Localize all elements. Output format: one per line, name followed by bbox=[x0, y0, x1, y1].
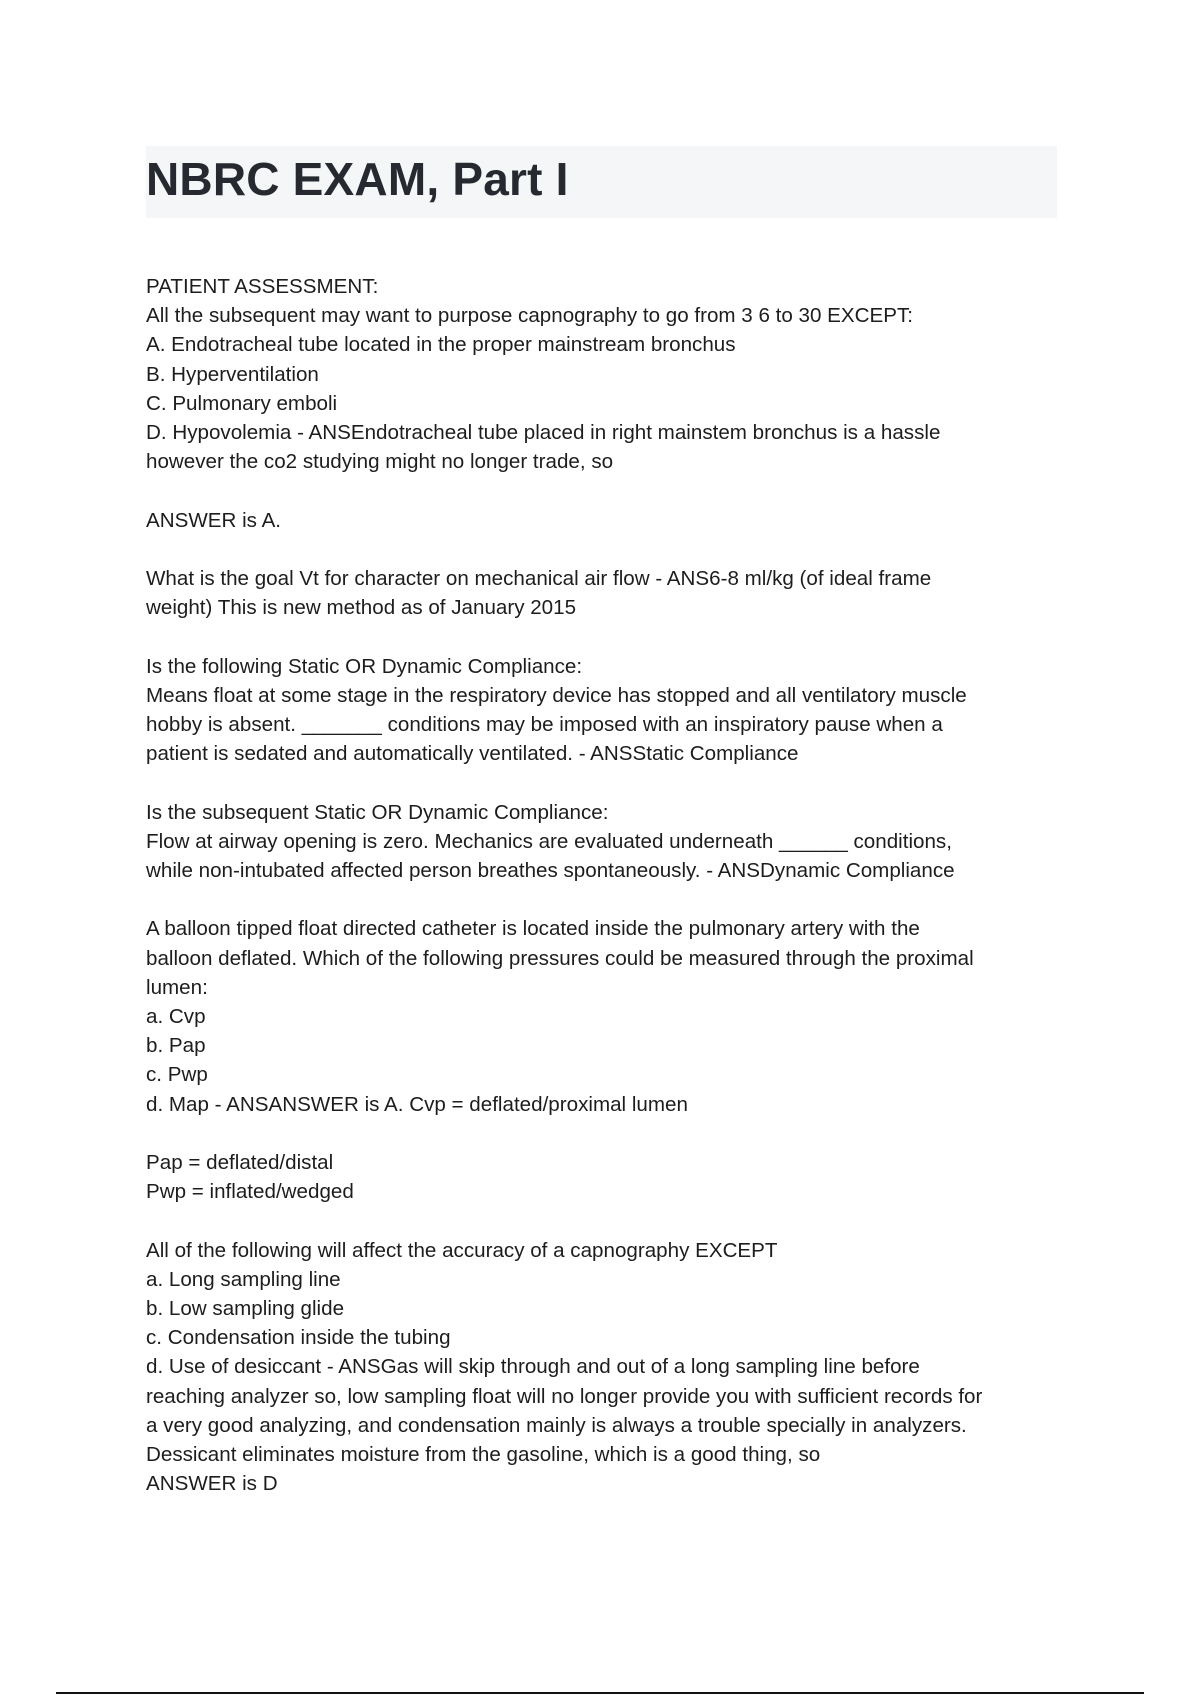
text-line: while non-intubated affected person breathes spontaneously. - ANSDynamic Compliance bbox=[146, 859, 955, 882]
text-line: hobby is absent. _______ conditions may be imposed with an inspiratory pause when a bbox=[146, 713, 943, 736]
text-block bbox=[146, 506, 1066, 535]
text-line: d. Map - ANSANSWER is A. Cvp = deflated/proximal lumen bbox=[146, 1092, 688, 1116]
text-line: c. Condensation inside the tubing bbox=[146, 1326, 451, 1350]
text-block bbox=[146, 564, 1066, 622]
text-line: balloon deflated. Which of the following pressures could be measured through the proximal bbox=[146, 946, 974, 970]
text-block bbox=[146, 1148, 1066, 1206]
text-line: C. Pulmonary emboli bbox=[146, 391, 338, 415]
text-block bbox=[146, 798, 1066, 886]
text-line: Is the subsequent Static OR Dynamic Compliance: bbox=[146, 800, 609, 824]
text-line: ANSWER is D bbox=[146, 1472, 278, 1496]
text-line: D. Hypovolemia - ANSEndotracheal tube placed in right mainstem bronchus is a hassle bbox=[146, 421, 941, 445]
text-line: c. Pwp bbox=[146, 1063, 208, 1087]
text-line: b. Pap bbox=[146, 1034, 206, 1058]
text-line: a. Long sampling line bbox=[146, 1267, 341, 1291]
text-block bbox=[146, 272, 1066, 476]
text-line: however the co2 studying might no longer trade, so bbox=[146, 450, 614, 474]
text-line: Pap = deflated/distal bbox=[146, 1151, 334, 1174]
text-line: What is the goal Vt for character on mechanical air flow - ANS6-8 ml/kg (of ideal frame bbox=[146, 567, 932, 590]
text-line: Is the following Static OR Dynamic Compliance: bbox=[146, 654, 583, 678]
text-line: All the subsequent may want to purpose capnography to go from 3 6 to 30 EXCEPT: bbox=[146, 304, 913, 328]
text-line: lumen: bbox=[146, 975, 208, 999]
page-title: NBRC EXAM, Part I bbox=[146, 153, 569, 205]
text-line: reaching analyzer so, low sampling float will no longer provide you with sufficient records for bbox=[146, 1384, 983, 1408]
text-line: Flow at airway opening is zero. Mechanics are evaluated underneath ______ conditions, bbox=[146, 829, 952, 853]
text-line: Means float at some stage in the respiratory device has stopped and all ventilatory muscle bbox=[146, 683, 967, 707]
text-line: PATIENT ASSESSMENT: bbox=[146, 275, 379, 298]
text-line: b. Low sampling glide bbox=[146, 1297, 345, 1320]
text-line: A. Endotracheal tube located in the proper mainstream bronchus bbox=[146, 333, 736, 357]
text-line: d. Use of desiccant - ANSGas will skip through and out of a long sampling line before bbox=[146, 1355, 920, 1379]
page-bottom-rule bbox=[56, 1692, 1144, 1694]
text-block bbox=[146, 1236, 1066, 1499]
text-line: A balloon tipped float directed catheter is located inside the pulmonary artery with the bbox=[146, 917, 920, 941]
text-line: Dessicant eliminates moisture from the gasoline, which is a good thing, so bbox=[146, 1443, 821, 1467]
document-body bbox=[146, 272, 1066, 1528]
text-line: Pwp = inflated/wedged bbox=[146, 1180, 354, 1204]
text-line: All of the following will affect the accuracy of a capnography EXCEPT bbox=[146, 1238, 778, 1262]
text-line: a very good analyzing, and condensation mainly is always a trouble specially in analyzers. bbox=[146, 1413, 967, 1437]
title-band bbox=[146, 146, 1057, 218]
text-block bbox=[146, 652, 1066, 769]
text-line: B. Hyperventilation bbox=[146, 362, 319, 386]
text-block bbox=[146, 914, 1066, 1118]
text-line: a. Cvp bbox=[146, 1005, 206, 1028]
text-line: weight) This is new method as of January 2015 bbox=[146, 596, 577, 620]
text-line: ANSWER is A. bbox=[146, 508, 282, 532]
text-line: patient is sedated and automatically ventilated. - ANSStatic Compliance bbox=[146, 742, 799, 766]
